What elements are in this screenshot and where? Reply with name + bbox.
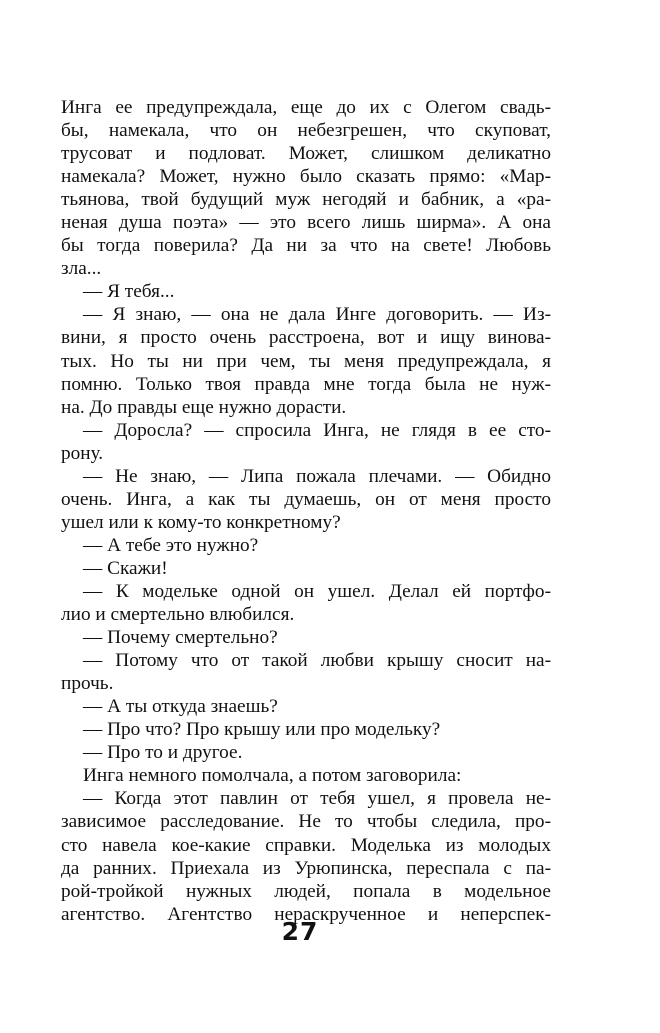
text-line: бы, намекала, что он небезгрешен, что скуповат, [61,120,551,142]
text-line: — Про что? Про крышу или про модельку? [83,719,441,741]
text-line: намекала? Может, нужно было сказать прямо: «Мар- [61,166,551,188]
text-line: бы тогда поверила? Да ни за что на свете! Любовь [61,235,551,257]
text-line: — А ты откуда знаешь? [83,696,278,718]
text-line: агентство. Агентство нераскрученное и неперспек- [61,903,551,925]
text-line: — Доросла? — спросила Инга, не глядя в ее сто- [83,419,551,441]
text-line: ушел или к кому-то конкретному? [61,511,341,533]
text-line: да ранних. Приехала из Урюпинска, переспала с па- [61,857,551,879]
text-line: прочь. [61,673,114,695]
text-line: зависимое расследование. Не то чтобы следила, про- [61,811,551,833]
text-line: — К модельке одной он ушел. Делал ей портфо- [83,580,551,602]
text-line: — Не знаю, — Липа пожала плечами. — Обидно [83,465,551,487]
text-line: очень. Инга, а как ты думаешь, он от меня просто [61,488,551,510]
text-line: — Я тебя... [83,281,175,303]
text-line: рону. [61,442,104,464]
text-line: неная душа поэта» — это всего лишь ширма». А она [61,212,551,234]
text-line: тых. Но ты ни при чем, ты меня предупреждала, я [61,350,551,372]
text-line: Инга немного помолчала, а потом заговорила: [83,765,462,787]
page-number: 27 [281,917,319,946]
text-line: зла... [61,258,102,280]
text-line: помню. Только твоя правда мне тогда была не нуж- [61,373,551,395]
text-line: — Потому что от такой любви крышу сносит на- [83,650,551,672]
text-line: трусоват и подловат. Может, слишком деликатно [61,143,551,165]
text-line: рой-тройкой нужных людей, попала в модельное [61,880,551,902]
text-line: тьянова, твой будущий муж негодяй и бабник, а «ра- [61,189,551,211]
text-line: — А тебе это нужно? [83,534,259,556]
text-line: — Когда этот павлин от тебя ушел, я провела не- [83,788,551,810]
text-line: — Почему смертельно? [83,627,278,649]
text-line: Инга ее предупреждала, еще до их с Олегом свадь- [61,97,551,118]
text-line: лио и смертельно влюбился. [61,604,295,626]
text-line: на. До правды еще нужно дорасти. [61,396,347,418]
body-text [61,96,551,926]
text-line: — Я знаю, — она не дала Инге договорить. — Из- [83,304,551,326]
text-line: — Скажи! [83,557,168,579]
text-line: вини, я просто очень расстроена, вот и ищу винова- [61,327,551,349]
text-line: сто навела кое-какие справки. Моделька из молодых [61,834,551,856]
text-line: — Про то и другое. [83,742,243,764]
